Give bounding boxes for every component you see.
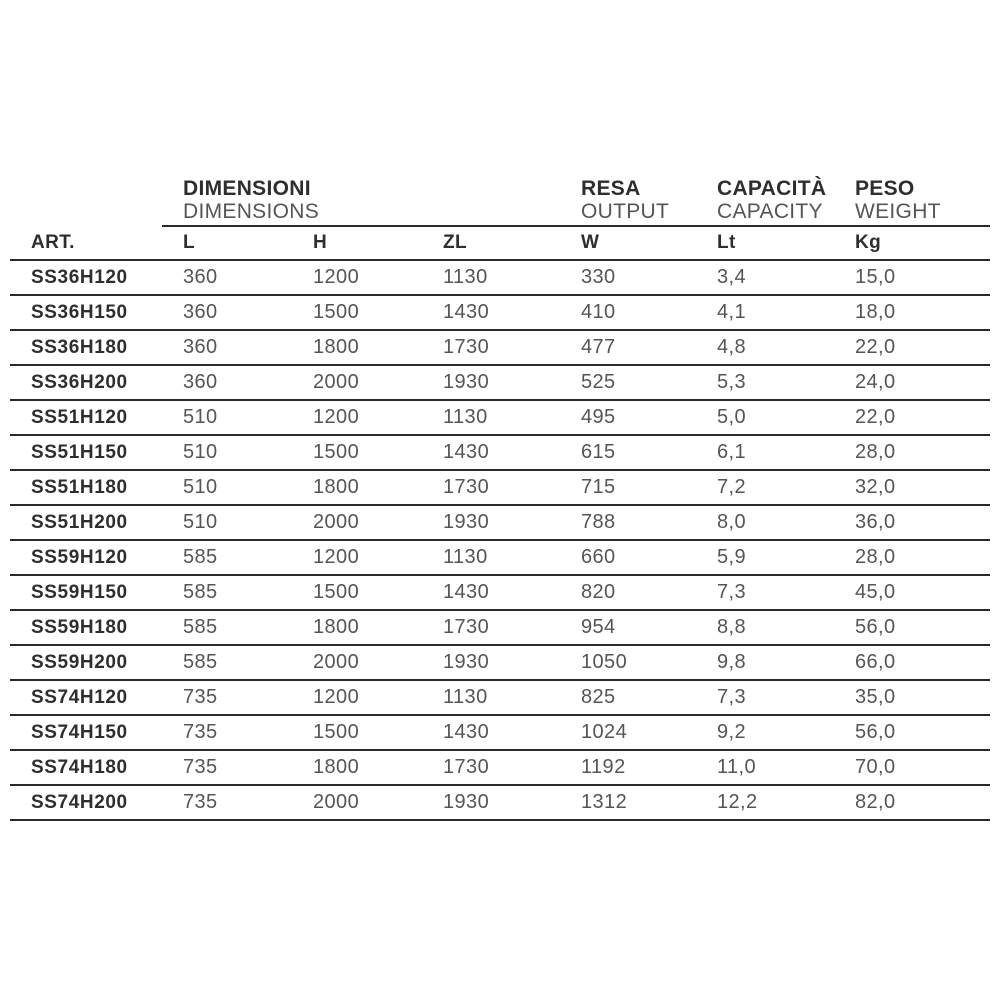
value-cell: 360 — [183, 371, 218, 393]
group-header-underline — [162, 225, 990, 227]
value-cell: 1930 — [443, 511, 490, 533]
column-header-l: L — [183, 232, 196, 253]
group-header-weight — [855, 177, 941, 223]
value-cell: 9,8 — [717, 651, 747, 673]
value-cell: 2000 — [313, 791, 360, 813]
column-header-kg: Kg — [855, 232, 882, 253]
value-cell: 7,3 — [717, 686, 747, 708]
value-cell: 510 — [183, 511, 218, 533]
value-cell: 1500 — [313, 581, 360, 603]
table-row — [10, 366, 990, 401]
value-cell: 820 — [581, 581, 616, 603]
value-cell: 6,1 — [717, 441, 747, 463]
article-code: SS59H180 — [31, 616, 128, 638]
value-cell: 1200 — [313, 546, 360, 568]
article-code: SS74H150 — [31, 721, 128, 743]
value-cell: 1730 — [443, 616, 490, 638]
value-cell: 56,0 — [855, 616, 896, 638]
value-cell: 15,0 — [855, 266, 896, 288]
value-cell: 7,3 — [717, 581, 747, 603]
table-row — [10, 436, 990, 471]
value-cell: 735 — [183, 686, 218, 708]
value-cell: 2000 — [313, 371, 360, 393]
table-row — [10, 261, 990, 296]
article-code: SS36H200 — [31, 371, 128, 393]
value-cell: 8,0 — [717, 511, 747, 533]
table-row — [10, 786, 990, 821]
group-subtitle-capacity: CAPACITY — [717, 200, 823, 223]
article-code: SS51H120 — [31, 406, 128, 428]
value-cell: 18,0 — [855, 301, 896, 323]
value-cell: 5,9 — [717, 546, 747, 568]
value-cell: 1800 — [313, 336, 360, 358]
value-cell: 735 — [183, 756, 218, 778]
group-header-dimensions — [183, 177, 319, 223]
article-code: SS59H200 — [31, 651, 128, 673]
value-cell: 4,1 — [717, 301, 747, 323]
value-cell: 1200 — [313, 406, 360, 428]
group-subtitle-output: OUTPUT — [581, 200, 670, 223]
value-cell: 360 — [183, 266, 218, 288]
value-cell: 1430 — [443, 581, 490, 603]
value-cell: 410 — [581, 301, 616, 323]
value-cell: 1930 — [443, 371, 490, 393]
table-column-header-row — [10, 227, 990, 261]
value-cell: 510 — [183, 406, 218, 428]
table-row — [10, 751, 990, 786]
table-row — [10, 331, 990, 366]
value-cell: 1192 — [581, 756, 626, 778]
value-cell: 1430 — [443, 441, 490, 463]
value-cell: 66,0 — [855, 651, 896, 673]
value-cell: 954 — [581, 616, 616, 638]
value-cell: 2000 — [313, 511, 360, 533]
group-header-capacity — [717, 177, 826, 223]
table-body — [10, 261, 990, 821]
value-cell: 525 — [581, 371, 616, 393]
value-cell: 24,0 — [855, 371, 896, 393]
value-cell: 1130 — [443, 686, 488, 708]
value-cell: 825 — [581, 686, 616, 708]
value-cell: 1500 — [313, 441, 360, 463]
value-cell: 360 — [183, 301, 218, 323]
value-cell: 5,3 — [717, 371, 747, 393]
table-row — [10, 716, 990, 751]
value-cell: 36,0 — [855, 511, 896, 533]
table-row — [10, 541, 990, 576]
value-cell: 35,0 — [855, 686, 896, 708]
column-header-w: W — [581, 232, 600, 253]
value-cell: 22,0 — [855, 336, 896, 358]
value-cell: 495 — [581, 406, 616, 428]
value-cell: 3,4 — [717, 266, 747, 288]
value-cell: 585 — [183, 616, 218, 638]
group-subtitle-weight: WEIGHT — [855, 200, 941, 223]
value-cell: 28,0 — [855, 441, 896, 463]
value-cell: 1200 — [313, 266, 360, 288]
value-cell: 9,2 — [717, 721, 747, 743]
value-cell: 1130 — [443, 546, 488, 568]
article-code: SS51H150 — [31, 441, 128, 463]
value-cell: 32,0 — [855, 476, 896, 498]
table-row — [10, 681, 990, 716]
value-cell: 715 — [581, 476, 616, 498]
value-cell: 1500 — [313, 721, 360, 743]
group-title-weight: PESO — [855, 177, 915, 200]
value-cell: 788 — [581, 511, 616, 533]
value-cell: 12,2 — [717, 791, 758, 813]
value-cell: 1730 — [443, 336, 490, 358]
value-cell: 56,0 — [855, 721, 896, 743]
value-cell: 330 — [581, 266, 616, 288]
article-code: SS59H120 — [31, 546, 128, 568]
group-title-output: RESA — [581, 177, 641, 200]
article-code: SS74H120 — [31, 686, 128, 708]
group-subtitle-dimensions: DIMENSIONS — [183, 200, 320, 223]
value-cell: 477 — [581, 336, 616, 358]
value-cell: 1130 — [443, 406, 488, 428]
spec-table — [10, 175, 990, 821]
value-cell: 510 — [183, 441, 218, 463]
table-row — [10, 646, 990, 681]
article-code: SS74H180 — [31, 756, 128, 778]
value-cell: 1312 — [581, 791, 628, 813]
column-header-zl: ZL — [443, 232, 468, 253]
value-cell: 510 — [183, 476, 218, 498]
value-cell: 1930 — [443, 791, 490, 813]
value-cell: 1130 — [443, 266, 488, 288]
value-cell: 1200 — [313, 686, 360, 708]
table-row — [10, 296, 990, 331]
value-cell: 1430 — [443, 721, 490, 743]
value-cell: 2000 — [313, 651, 360, 673]
value-cell: 1500 — [313, 301, 360, 323]
group-header-output — [581, 177, 669, 223]
value-cell: 585 — [183, 651, 218, 673]
value-cell: 1800 — [313, 756, 360, 778]
group-title-capacity: CAPACITÀ — [717, 177, 827, 200]
value-cell: 45,0 — [855, 581, 896, 603]
value-cell: 5,0 — [717, 406, 747, 428]
article-code: SS36H120 — [31, 266, 128, 288]
value-cell: 4,8 — [717, 336, 747, 358]
value-cell: 8,8 — [717, 616, 747, 638]
value-cell: 11,0 — [717, 756, 757, 778]
article-code: SS51H180 — [31, 476, 128, 498]
value-cell: 1930 — [443, 651, 490, 673]
value-cell: 1800 — [313, 476, 360, 498]
article-code: SS51H200 — [31, 511, 128, 533]
value-cell: 735 — [183, 791, 218, 813]
table-row — [10, 471, 990, 506]
value-cell: 585 — [183, 581, 218, 603]
table-row — [10, 576, 990, 611]
value-cell: 585 — [183, 546, 218, 568]
article-code: SS36H180 — [31, 336, 128, 358]
value-cell: 360 — [183, 336, 218, 358]
column-header-lt: Lt — [717, 232, 736, 253]
value-cell: 660 — [581, 546, 616, 568]
value-cell: 1024 — [581, 721, 628, 743]
value-cell: 735 — [183, 721, 218, 743]
value-cell: 1430 — [443, 301, 490, 323]
article-code: SS59H150 — [31, 581, 128, 603]
column-header-art: ART. — [31, 232, 75, 253]
value-cell: 1730 — [443, 756, 490, 778]
article-code: SS74H200 — [31, 791, 128, 813]
table-row — [10, 401, 990, 436]
article-code: SS36H150 — [31, 301, 128, 323]
group-title-dimensions: DIMENSIONI — [183, 177, 311, 200]
value-cell: 7,2 — [717, 476, 747, 498]
table-row — [10, 611, 990, 646]
value-cell: 70,0 — [855, 756, 896, 778]
value-cell: 1730 — [443, 476, 490, 498]
table-row — [10, 506, 990, 541]
column-header-h: H — [313, 232, 328, 253]
value-cell: 1800 — [313, 616, 360, 638]
value-cell: 82,0 — [855, 791, 896, 813]
value-cell: 28,0 — [855, 546, 896, 568]
value-cell: 22,0 — [855, 406, 896, 428]
value-cell: 615 — [581, 441, 616, 463]
value-cell: 1050 — [581, 651, 628, 673]
table-group-header — [10, 175, 990, 227]
